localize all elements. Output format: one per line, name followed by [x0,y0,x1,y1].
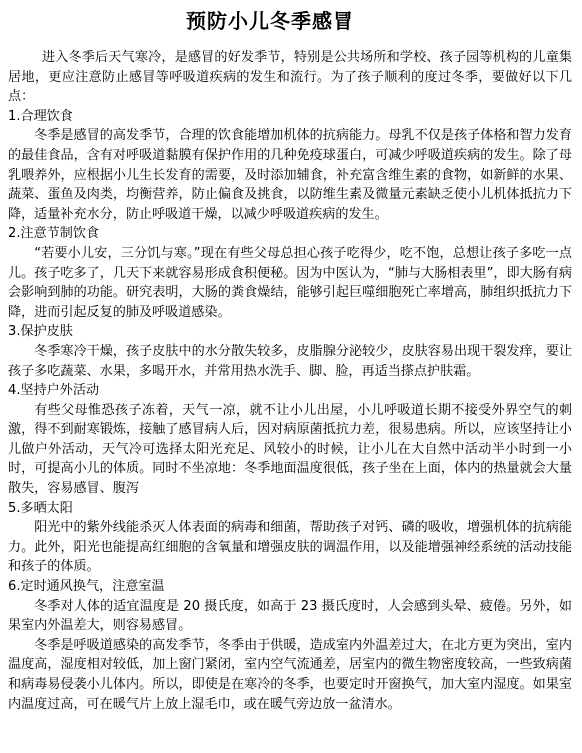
section-paragraph-outdoor: 有些父母惟恐孩子冻着，天气一凉，就不让小儿出屋，小儿呼吸道长期不接受外界空气的刺激，得不到耐寒锻炼，接触了感冒病人后，因对病原菌抵抗力差，很易患病。所以，应该坚持让小儿做户外活动，天气冷可选择太阳光充足、风较小的时候，让小儿在大自然中活动半小时到一小时，可提高小儿的体质。同时不坐凉地：冬季地面温度很低，孩子坐在上面，体内的热量就会大量散失，容易感冒、腹泻 [8,402,572,497]
section-heading-outdoor: 4.坚持户外活动 [8,383,100,399]
section-paragraph-moderate-eating: “若要小儿安，三分饥与寒。”现在有些父母总担心孩子吃得少，吃不饱，总想让孩子多吃一点儿。孩子吃多了，几天下来就容易形成食积便秘。因为中医认为，“肺与大肠相表里”，即大肠有病会影响到肺的功能。研究表明，大肠的粪食燥结，能够引起巨噬细胞死亡率增高，肺组织抵抗力下降，进而引起反复的肺及呼吸道感染。 [8,245,572,320]
document-body [8,48,572,714]
section-heading-sunlight: 5.多晒太阳 [8,500,73,516]
section-heading-skin: 3.保护皮肤 [8,324,73,340]
section-paragraph-sunlight: 阳光中的紫外线能杀灭人体表面的病毒和细菌，帮助孩子对钙、磷的吸收，增强机体的抗病能力。此外，阳光也能提高红细胞的含氧量和增强皮肤的调温作用，以及能增强神经系统的活动技能和孩子的体质。 [8,520,572,575]
section-heading-moderate-eating: 2.注意节制饮食 [8,226,100,242]
page-title: 预防小儿冬季感冒 [186,9,354,33]
section-paragraph-skin: 冬季寒冷干燥，孩子皮肤中的水分散失较多，皮脂腺分泌较少，皮肤容易出现干裂发痒，要让孩子多吃蔬菜、水果，多喝开水，并常用热水洗手、脚、脸，再适当搽点护肤霜。 [8,343,572,379]
section-heading-diet: 1.合理饮食 [8,108,73,124]
section-paragraph-ventilation-1: 冬季对人体的适宜温度是 20 摄氏度，如高于 23 摄氏度时，人会感到头晕、疲倦。另外，如果室内外温差大，则容易感冒。 [8,598,572,634]
section-paragraph-ventilation-2: 冬季是呼吸道感染的高发季节，冬季由于供暖，造成室内外温差过大，在北方更为突出，室内温度高，湿度相对较低，加上窗门紧闭，室内空气流通差，居室内的微生物密度较高，一些致病菌和病毒易侵袭小儿体内。所以，即使是在寒冷的冬季，也要定时开窗换气，加大室内湿度。如果室内温度过高，可在暖气片上放上湿毛巾，或在暖气旁边放一盆清水。 [8,637,572,712]
section-heading-ventilation: 6.定时通风换气，注意室温 [8,579,165,595]
intro-paragraph: 进入冬季后天气寒冷，是感冒的好发季节，特别是公共场所和学校、孩子园等机构的儿童集居地，更应注意防止感冒等呼吸道疾病的发生和流行。为了孩子顺利的度过冬季，要做好以下几点： [8,50,572,105]
section-paragraph-diet: 冬季是感冒的高发季节，合理的饮食能增加机体的抗病能力。母乳不仅是孩子体格和智力发育的最佳食品，含有对呼吸道黏膜有保护作用的几种免疫球蛋白，可减少呼吸道疾病的发生。除了母乳喂养外，应根据小儿生长发育的需要，及时添加辅食，补充富含维生素的食物，如新鲜的水果、蔬菜、蛋鱼及肉类，均衡营养，防止偏食及挑食，以防维生素及微量元素缺乏使小儿机体抵抗力下降，适量补充水分，防止呼吸道干燥，以减少呼吸道疾病的发生。 [8,128,572,222]
